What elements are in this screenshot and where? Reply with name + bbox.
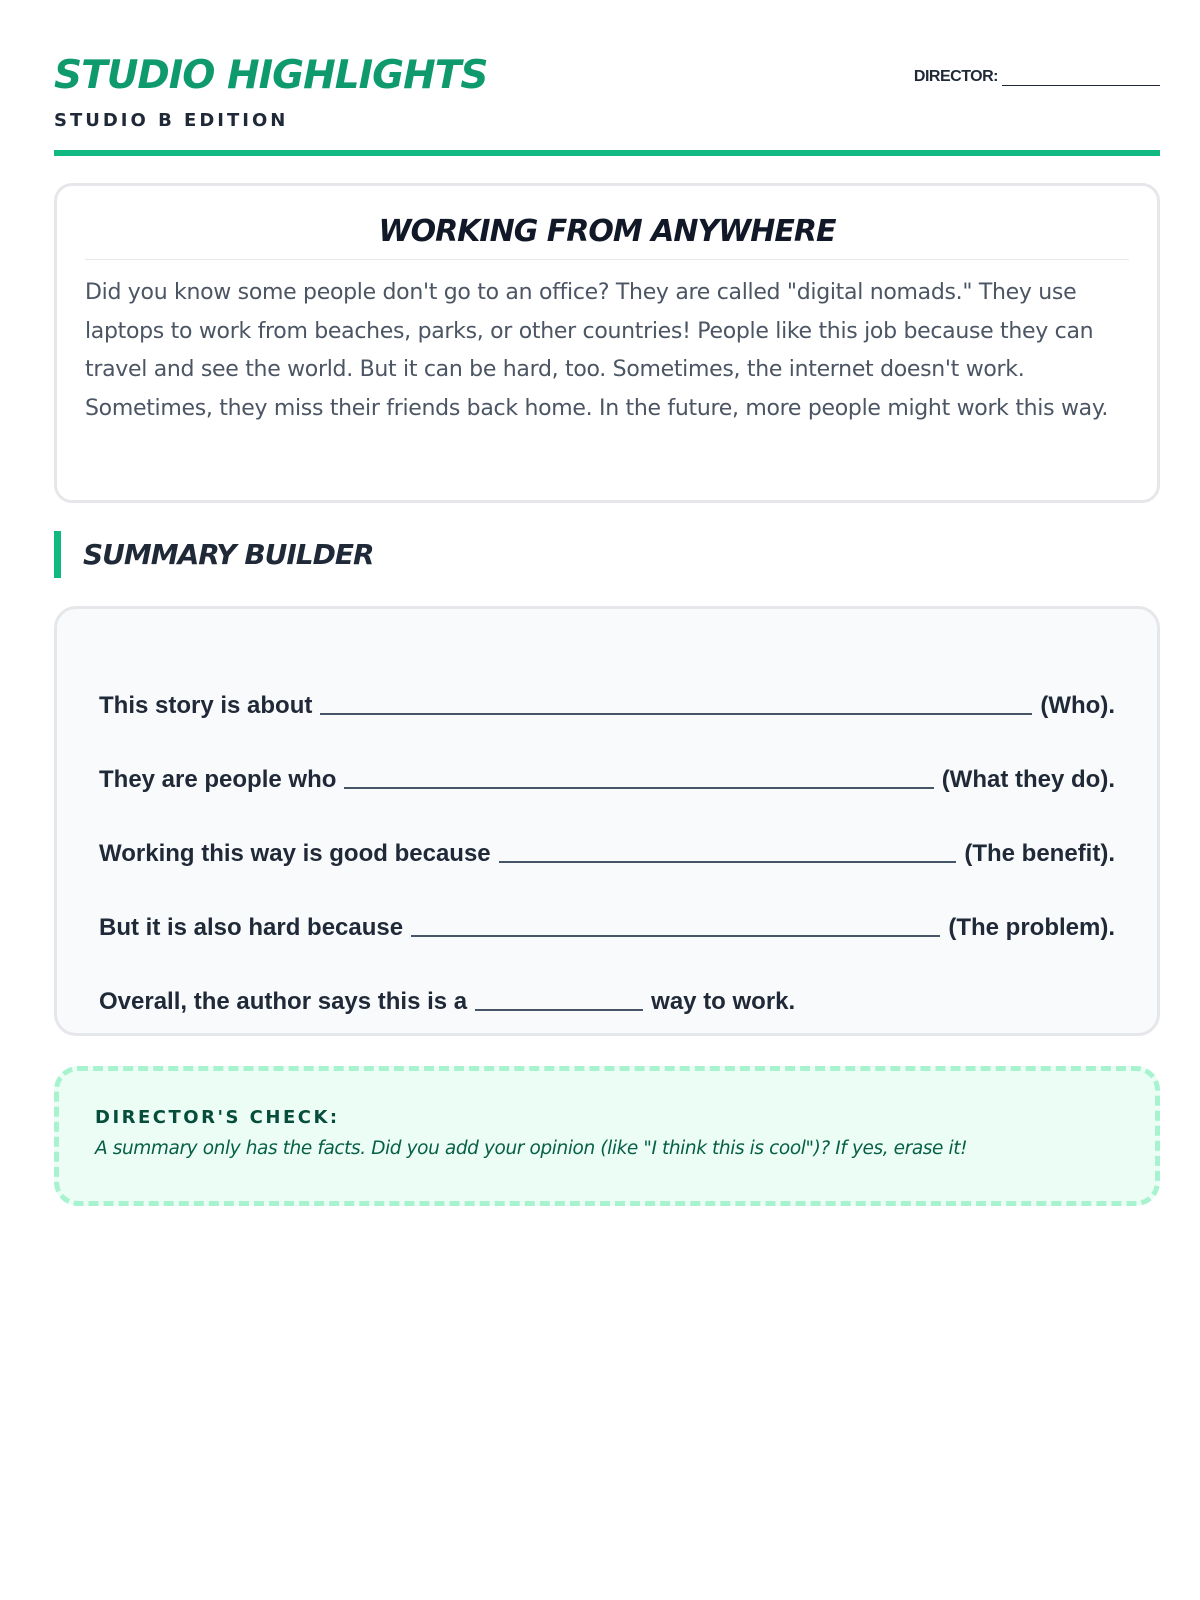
- director-field: [914, 68, 1160, 86]
- row-prefix: They are people who: [99, 766, 337, 793]
- check-text: A summary only has the facts. Did you add your opinion (like "I think this is cool")? If yes, erase it!: [95, 1138, 968, 1159]
- summary-builder: [54, 606, 1160, 1036]
- answer-blank[interactable]: [320, 695, 1032, 715]
- row-suffix: (The benefit).: [964, 840, 1115, 867]
- row-suffix: (Who).: [1040, 692, 1115, 719]
- row-prefix: Working this way is good because: [99, 840, 491, 867]
- brand-subtitle: STUDIO B EDITION: [54, 110, 289, 131]
- summary-row: [99, 869, 1115, 943]
- director-label: DIRECTOR:: [913, 68, 998, 85]
- row-suffix: (The problem).: [948, 914, 1115, 941]
- row-suffix: way to work.: [651, 988, 796, 1015]
- answer-blank[interactable]: [475, 991, 643, 1011]
- summary-row: [99, 943, 1115, 1017]
- directors-check-box: [54, 1066, 1160, 1206]
- summary-heading: SUMMARY BUILDER: [54, 531, 654, 578]
- answer-blank[interactable]: [344, 769, 933, 789]
- header: [54, 0, 1160, 156]
- summary-row: [99, 795, 1115, 869]
- row-prefix: Overall, the author says this is a: [99, 988, 468, 1015]
- story-title: WORKING FROM ANYWHERE: [85, 214, 1129, 260]
- director-blank[interactable]: [1002, 70, 1160, 86]
- summary-row: [99, 647, 1115, 721]
- row-prefix: This story is about: [99, 692, 313, 719]
- story-card: [54, 183, 1160, 503]
- check-title: DIRECTOR'S CHECK:: [95, 1107, 340, 1128]
- worksheet-page: [54, 0, 1160, 1159]
- brand-title: STUDIO HIGHLIGHTS: [54, 53, 488, 98]
- story-body: Did you know some people don't go to an office? They are called "digital nomads." They use laptops to work from beaches, parks, or other countries! People like this job because they can travel and see the world. But it can be hard, too. Sometimes, the internet doesn't work. Sometimes, they miss their friends back home. In the future, more people might work this way.: [85, 280, 1109, 421]
- summary-row: [99, 721, 1115, 795]
- row-prefix: But it is also hard because: [99, 914, 404, 941]
- answer-blank[interactable]: [411, 917, 940, 937]
- answer-blank[interactable]: [499, 843, 957, 863]
- row-suffix: (What they do).: [941, 766, 1115, 793]
